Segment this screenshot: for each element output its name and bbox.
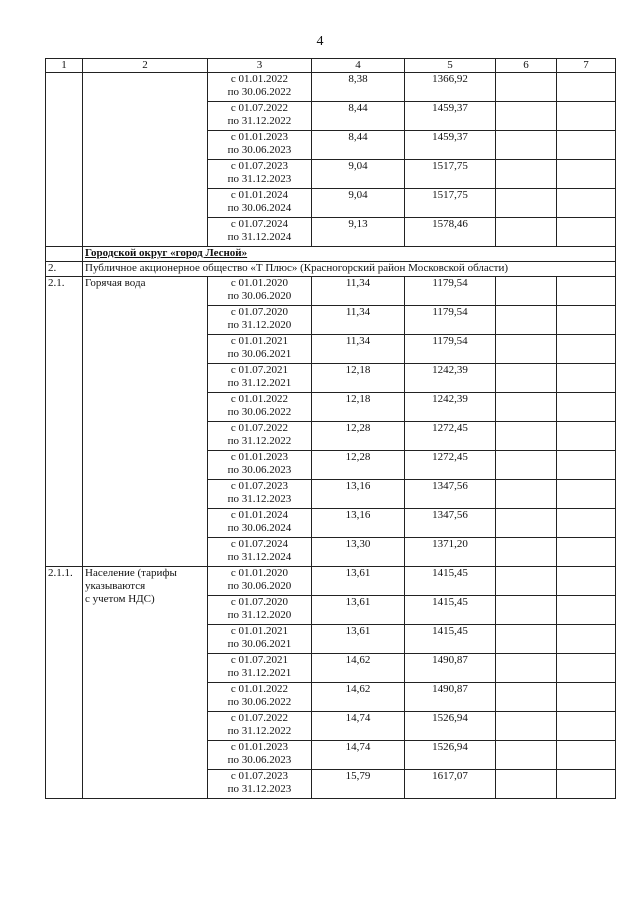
- population-label-line: указываются: [85, 580, 146, 592]
- period-from: с 01.07.2023: [230, 480, 289, 492]
- period-from: с 01.01.2021: [230, 625, 289, 637]
- value-col4: 13,16: [312, 480, 405, 509]
- period-from: с 01.07.2020: [230, 306, 289, 318]
- value-col4: 12,28: [312, 451, 405, 480]
- value-col4: 8,44: [312, 102, 405, 131]
- period-from: с 01.01.2020: [230, 567, 289, 579]
- hot-water-label: Горячая вода: [83, 277, 208, 567]
- value-col6: [496, 741, 557, 770]
- table-row: [46, 567, 616, 596]
- period-to: по 31.12.2020: [227, 609, 292, 621]
- value-col5: 1526,94: [405, 741, 496, 770]
- period-to: по 31.12.2023: [227, 493, 292, 505]
- value-col6: [496, 73, 557, 102]
- value-col7: [557, 480, 616, 509]
- period-from: с 01.07.2024: [230, 218, 289, 230]
- district-title: Городской округ «город Лесной»: [83, 247, 616, 262]
- value-col4: 13,30: [312, 538, 405, 567]
- value-col6: [496, 683, 557, 712]
- organization-name: Публичное акционерное общество «Т Плюс» (Красногорский район Московской области): [83, 262, 616, 277]
- period-to: по 30.06.2024: [227, 522, 292, 534]
- period-from: с 01.07.2020: [230, 596, 289, 608]
- value-col5: 1272,45: [405, 451, 496, 480]
- period-to: по 30.06.2020: [227, 580, 292, 592]
- period-cell: [208, 277, 312, 306]
- value-col6: [496, 480, 557, 509]
- value-col6: [496, 567, 557, 596]
- period-from: с 01.01.2022: [230, 73, 289, 85]
- row-label-cell: [83, 73, 208, 247]
- value-col7: [557, 277, 616, 306]
- value-col6: [496, 770, 557, 799]
- value-col7: [557, 567, 616, 596]
- period-from: с 01.07.2021: [230, 364, 289, 376]
- value-col6: [496, 335, 557, 364]
- period-from: с 01.07.2024: [230, 538, 289, 550]
- period-to: по 30.06.2024: [227, 202, 292, 214]
- value-col7: [557, 218, 616, 247]
- value-col4: 13,61: [312, 596, 405, 625]
- column-header-6: 6: [496, 59, 557, 73]
- column-header-1: 1: [46, 59, 83, 73]
- row-number-cell: [46, 73, 83, 247]
- period-to: по 31.12.2023: [227, 783, 292, 795]
- period-from: с 01.07.2021: [230, 654, 289, 666]
- value-col5: 1371,20: [405, 538, 496, 567]
- period-cell: [208, 218, 312, 247]
- period-cell: [208, 73, 312, 102]
- period-to: по 30.06.2021: [227, 348, 292, 360]
- value-col6: [496, 538, 557, 567]
- value-col6: [496, 393, 557, 422]
- table-row: [46, 73, 616, 102]
- period-from: с 01.07.2022: [230, 102, 289, 114]
- population-label-line: Население (тарифы: [85, 567, 177, 579]
- value-col5: 1526,94: [405, 712, 496, 741]
- period-from: с 01.01.2023: [230, 131, 289, 143]
- value-col6: [496, 625, 557, 654]
- column-header-4: 4: [312, 59, 405, 73]
- period-from: с 01.01.2022: [230, 393, 289, 405]
- column-header-row: [46, 59, 616, 73]
- population-label-line: с учетом НДС): [85, 593, 155, 605]
- period-cell: [208, 102, 312, 131]
- value-col5: 1347,56: [405, 480, 496, 509]
- value-col5: 1578,46: [405, 218, 496, 247]
- value-col7: [557, 335, 616, 364]
- period-cell: [208, 625, 312, 654]
- period-cell: [208, 306, 312, 335]
- period-cell: [208, 393, 312, 422]
- value-col5: 1242,39: [405, 364, 496, 393]
- period-cell: [208, 538, 312, 567]
- value-col4: 13,61: [312, 567, 405, 596]
- value-col6: [496, 102, 557, 131]
- period-to: по 30.06.2023: [227, 464, 292, 476]
- value-col4: 14,74: [312, 712, 405, 741]
- period-from: с 01.01.2022: [230, 683, 289, 695]
- value-col5: 1490,87: [405, 683, 496, 712]
- value-col4: 11,34: [312, 306, 405, 335]
- value-col5: 1617,07: [405, 770, 496, 799]
- value-col5: 1517,75: [405, 189, 496, 218]
- value-col4: 13,16: [312, 509, 405, 538]
- value-col7: [557, 393, 616, 422]
- value-col4: 14,74: [312, 741, 405, 770]
- period-to: по 31.12.2024: [227, 551, 292, 563]
- value-col5: 1517,75: [405, 160, 496, 189]
- column-header-7: 7: [557, 59, 616, 73]
- period-from: с 01.01.2023: [230, 451, 289, 463]
- period-from: с 01.07.2022: [230, 712, 289, 724]
- district-row: [46, 247, 616, 262]
- value-col6: [496, 364, 557, 393]
- value-col5: 1179,54: [405, 277, 496, 306]
- period-to: по 30.06.2023: [227, 754, 292, 766]
- period-cell: [208, 770, 312, 799]
- value-col7: [557, 160, 616, 189]
- value-col7: [557, 654, 616, 683]
- period-from: с 01.07.2023: [230, 160, 289, 172]
- value-col6: [496, 306, 557, 335]
- value-col7: [557, 189, 616, 218]
- period-to: по 30.06.2020: [227, 290, 292, 302]
- hot-water-number: 2.1.: [46, 277, 83, 567]
- period-cell: [208, 741, 312, 770]
- value-col6: [496, 218, 557, 247]
- value-col7: [557, 770, 616, 799]
- district-number-cell: [46, 247, 83, 262]
- page-number: 4: [316, 34, 324, 49]
- value-col7: [557, 73, 616, 102]
- value-col7: [557, 683, 616, 712]
- value-col5: 1415,45: [405, 625, 496, 654]
- period-to: по 30.06.2022: [227, 696, 292, 708]
- period-cell: [208, 451, 312, 480]
- period-cell: [208, 131, 312, 160]
- column-header-3: 3: [208, 59, 312, 73]
- value-col5: 1415,45: [405, 567, 496, 596]
- period-from: с 01.01.2023: [230, 741, 289, 753]
- value-col4: 12,28: [312, 422, 405, 451]
- value-col5: 1459,37: [405, 131, 496, 160]
- value-col5: 1179,54: [405, 335, 496, 364]
- value-col7: [557, 625, 616, 654]
- value-col7: [557, 422, 616, 451]
- period-to: по 31.12.2021: [227, 377, 292, 389]
- column-header-2: 2: [83, 59, 208, 73]
- period-cell: [208, 683, 312, 712]
- value-col7: [557, 102, 616, 131]
- value-col7: [557, 596, 616, 625]
- value-col5: 1366,92: [405, 73, 496, 102]
- value-col6: [496, 712, 557, 741]
- value-col4: 11,34: [312, 277, 405, 306]
- value-col5: 1415,45: [405, 596, 496, 625]
- value-col7: [557, 364, 616, 393]
- value-col5: 1179,54: [405, 306, 496, 335]
- value-col6: [496, 451, 557, 480]
- period-from: с 01.01.2021: [230, 335, 289, 347]
- period-from: с 01.01.2024: [230, 189, 289, 201]
- value-col5: 1242,39: [405, 393, 496, 422]
- value-col6: [496, 131, 557, 160]
- period-cell: [208, 654, 312, 683]
- period-from: с 01.07.2023: [230, 770, 289, 782]
- tariff-table-body: [46, 59, 616, 799]
- value-col7: [557, 712, 616, 741]
- period-from: с 01.01.2020: [230, 277, 289, 289]
- value-col5: 1459,37: [405, 102, 496, 131]
- value-col4: 13,61: [312, 625, 405, 654]
- value-col4: 9,04: [312, 189, 405, 218]
- period-to: по 30.06.2022: [227, 406, 292, 418]
- value-col6: [496, 189, 557, 218]
- period-cell: [208, 422, 312, 451]
- value-col4: 8,44: [312, 131, 405, 160]
- period-to: по 30.06.2021: [227, 638, 292, 650]
- value-col4: 9,13: [312, 218, 405, 247]
- period-cell: [208, 160, 312, 189]
- period-cell: [208, 596, 312, 625]
- value-col4: 9,04: [312, 160, 405, 189]
- period-cell: [208, 335, 312, 364]
- period-to: по 31.12.2022: [227, 435, 292, 447]
- period-to: по 31.12.2022: [227, 725, 292, 737]
- period-to: по 31.12.2022: [227, 115, 292, 127]
- value-col5: 1347,56: [405, 509, 496, 538]
- population-number: 2.1.1.: [46, 567, 83, 799]
- period-to: по 30.06.2022: [227, 86, 292, 98]
- value-col5: 1490,87: [405, 654, 496, 683]
- organization-number: 2.: [46, 262, 83, 277]
- value-col7: [557, 741, 616, 770]
- population-label: [83, 567, 208, 799]
- value-col4: 11,34: [312, 335, 405, 364]
- value-col7: [557, 451, 616, 480]
- value-col4: 12,18: [312, 393, 405, 422]
- value-col4: 12,18: [312, 364, 405, 393]
- value-col7: [557, 509, 616, 538]
- value-col6: [496, 160, 557, 189]
- value-col6: [496, 509, 557, 538]
- value-col4: 14,62: [312, 654, 405, 683]
- period-to: по 31.12.2021: [227, 667, 292, 679]
- period-cell: [208, 364, 312, 393]
- value-col7: [557, 131, 616, 160]
- value-col6: [496, 596, 557, 625]
- period-cell: [208, 567, 312, 596]
- period-cell: [208, 712, 312, 741]
- period-to: по 31.12.2024: [227, 231, 292, 243]
- table-row: [46, 277, 616, 306]
- value-col5: 1272,45: [405, 422, 496, 451]
- column-header-5: 5: [405, 59, 496, 73]
- period-from: с 01.07.2022: [230, 422, 289, 434]
- value-col4: 15,79: [312, 770, 405, 799]
- period-cell: [208, 480, 312, 509]
- period-from: с 01.01.2024: [230, 509, 289, 521]
- period-to: по 31.12.2023: [227, 173, 292, 185]
- tariff-table: [45, 58, 616, 799]
- value-col6: [496, 422, 557, 451]
- period-cell: [208, 509, 312, 538]
- organization-row: [46, 262, 616, 277]
- value-col7: [557, 538, 616, 567]
- period-cell: [208, 189, 312, 218]
- value-col6: [496, 277, 557, 306]
- period-to: по 30.06.2023: [227, 144, 292, 156]
- value-col4: 8,38: [312, 73, 405, 102]
- period-to: по 31.12.2020: [227, 319, 292, 331]
- value-col7: [557, 306, 616, 335]
- value-col6: [496, 654, 557, 683]
- value-col4: 14,62: [312, 683, 405, 712]
